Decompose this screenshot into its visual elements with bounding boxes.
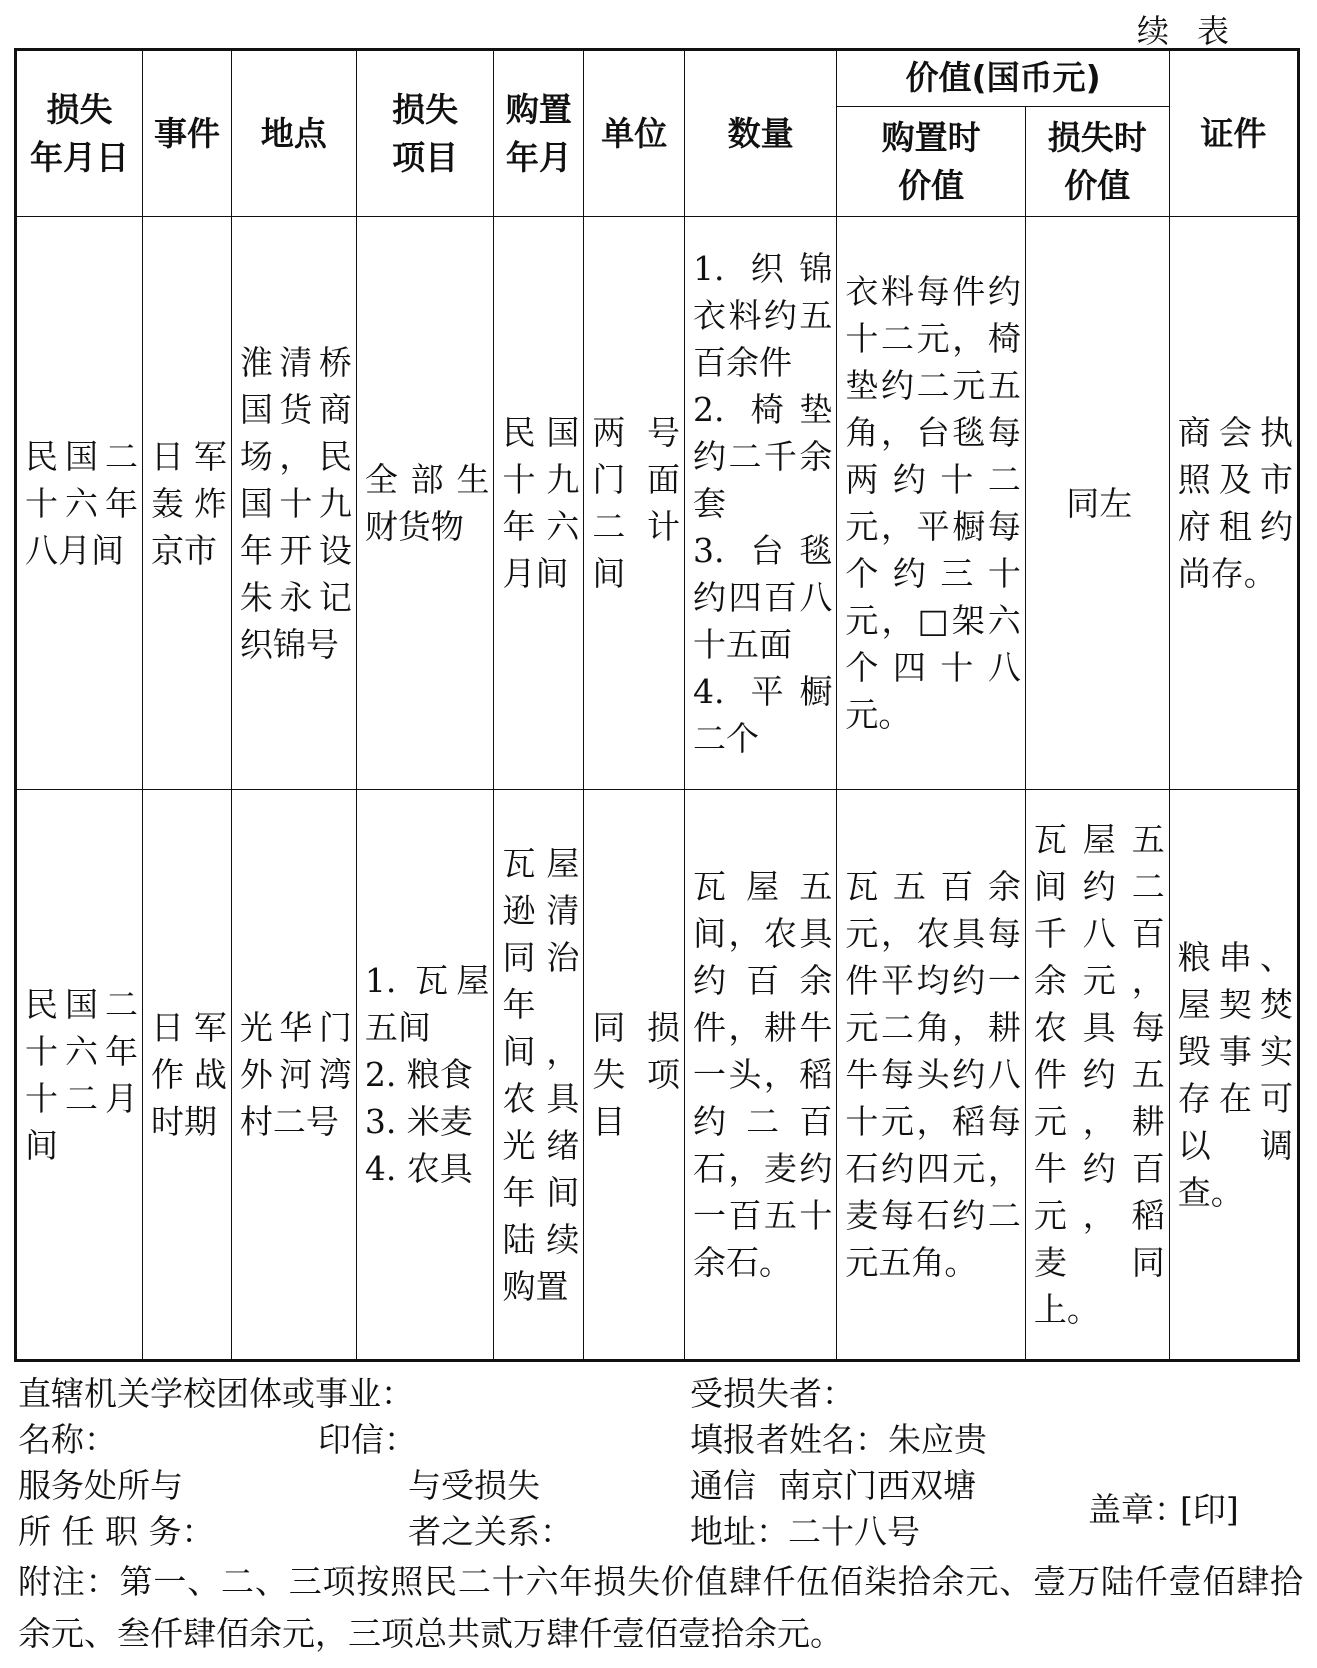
header-loss-item [356,50,494,217]
loss-report-table [14,48,1300,1362]
cell-loss-date-text: 民国二十六年八月间 [25,436,139,570]
cell-purchase-date [494,790,584,1361]
footnote: 附注：第一、二、三项按照民二十六年损失价值肆仟伍佰柒拾余元、壹万陆仟壹佰肆拾余元、叁仟肆佰余元，三项总共贰万肆仟壹佰壹拾余元。 [18,1562,1303,1653]
cell-quantity [684,217,836,790]
cell-loss-item [356,217,494,790]
cell-loss-date [16,217,143,790]
cell-value-purchase [837,217,1025,790]
header-value-purchase [837,106,1025,217]
header-loss-item-text: 损失 项目 [392,89,459,177]
relation-label-1: 与受损失 [408,1466,540,1505]
cell-unit-text: 同损失项目 [592,1008,680,1142]
header-event: 事件 [143,50,232,217]
cell-place-text: 光华门外河湾村二号 [239,1008,352,1142]
cell-place [231,217,356,790]
cell-place [231,790,356,1361]
stamp-label: 盖章： [1088,1490,1187,1529]
cell-event [143,217,232,790]
cell-value-purchase-text: 衣料每件约十二元，椅垫约二元五角，台毯每两约十二元，平橱每个约三十元，□架六个四十八元。 [845,272,1021,735]
header-value-loss [1025,106,1169,217]
cell-loss-date [16,790,143,1361]
cell-value-loss-text: 同左 [1066,483,1133,523]
cell-loss-item-text: 1. 瓦屋五间 2. 粮食 3. 米麦 4. 农具 [364,961,490,1189]
reporter-label: 填报者姓名： [690,1420,888,1459]
victim-label: 受损失者： [690,1374,855,1413]
cell-event-text: 日军作战时期 [151,1008,227,1142]
header-value-group: 价值(国币元) [837,50,1169,107]
cell-value-loss [1025,217,1169,790]
header-value-loss-text: 损失时 价值 [1047,117,1147,205]
cell-value-purchase [837,790,1025,1361]
cell-unit [584,790,685,1361]
cell-value-loss-text: 瓦屋五间约二千八百余元，农具每件约五元，耕牛约百元，稻麦同上。 [1033,820,1165,1330]
address-label-2: 地址： [690,1512,789,1551]
cell-value-purchase-text: 瓦五百余元，农具每件平均约一元二角，耕牛每头约八十元，稻每石约四元，麦每石约二元五角。 [845,867,1021,1283]
header-purchase-date [494,50,584,217]
address-value-1: 南京门西双塘 [778,1466,976,1505]
header-unit: 单位 [584,50,685,217]
cell-unit [584,217,685,790]
header-loss-date-text: 损失 年月日 [30,89,129,177]
header-loss-date [16,50,143,217]
reporter-name: 朱应贵 [888,1420,987,1459]
seal-label: 印信： [318,1420,417,1459]
table-row [16,790,1299,1361]
header-value-purchase-text: 购置时 价值 [881,117,981,205]
address-value-2: 二十八号 [788,1512,920,1551]
header-place: 地点 [231,50,356,217]
cell-quantity-text: 1. 织锦衣料约五百余件 2. 椅垫约二千余套 3. 台毯约四百八十五面 4. 平橱二个 [692,248,833,758]
cell-loss-item-text: 全部生财货物 [364,460,490,547]
continued-label: 续表 [1136,12,1257,50]
cell-proof-text: 商会执照及市府租约尚存。 [1177,413,1293,594]
cell-proof [1169,217,1298,790]
cell-event-text: 日军轰炸京市 [151,436,227,570]
header-row-1 [16,50,1299,107]
relation-label-2: 者之关系： [408,1512,573,1551]
cell-value-loss [1025,790,1169,1361]
cell-proof-text: 粮串、屋契焚毁事实存在可以调查。 [1177,937,1293,1212]
cell-loss-date-text: 民国二十六年十二月间 [25,984,139,1165]
cell-purchase-date [494,217,584,790]
cell-quantity-text: 瓦屋五间，农具约百余件，耕牛一头，稻约二百石，麦约一百五十余石。 [692,867,833,1283]
cell-place-text: 淮清桥国货商场，民国十九年开设朱永记织锦号 [239,342,352,664]
cell-quantity [684,790,836,1361]
table-row [16,217,1299,790]
org-label: 直辖机关学校团体或事业： [18,1374,414,1413]
header-proof: 证件 [1169,50,1298,217]
position-label: 所 任 职 务： [18,1512,215,1551]
cell-loss-item [356,790,494,1361]
header-quantity: 数量 [684,50,836,217]
cell-purchase-date-text: 民国十九年六月间 [502,413,580,594]
address-label-1: 通信 [690,1466,756,1505]
cell-proof [1169,790,1298,1361]
header-purchase-date-text: 购置 年月 [505,89,572,177]
stamp-mark: [印] [1180,1490,1239,1529]
cell-event [143,790,232,1361]
name-label: 名称： [18,1420,117,1459]
cell-purchase-date-text: 瓦屋逊清同治年间，农具光绪年间陆续购置 [502,843,580,1306]
cell-unit-text: 两号门面二计间 [592,413,680,594]
office-label: 服务处所与 [18,1466,183,1505]
